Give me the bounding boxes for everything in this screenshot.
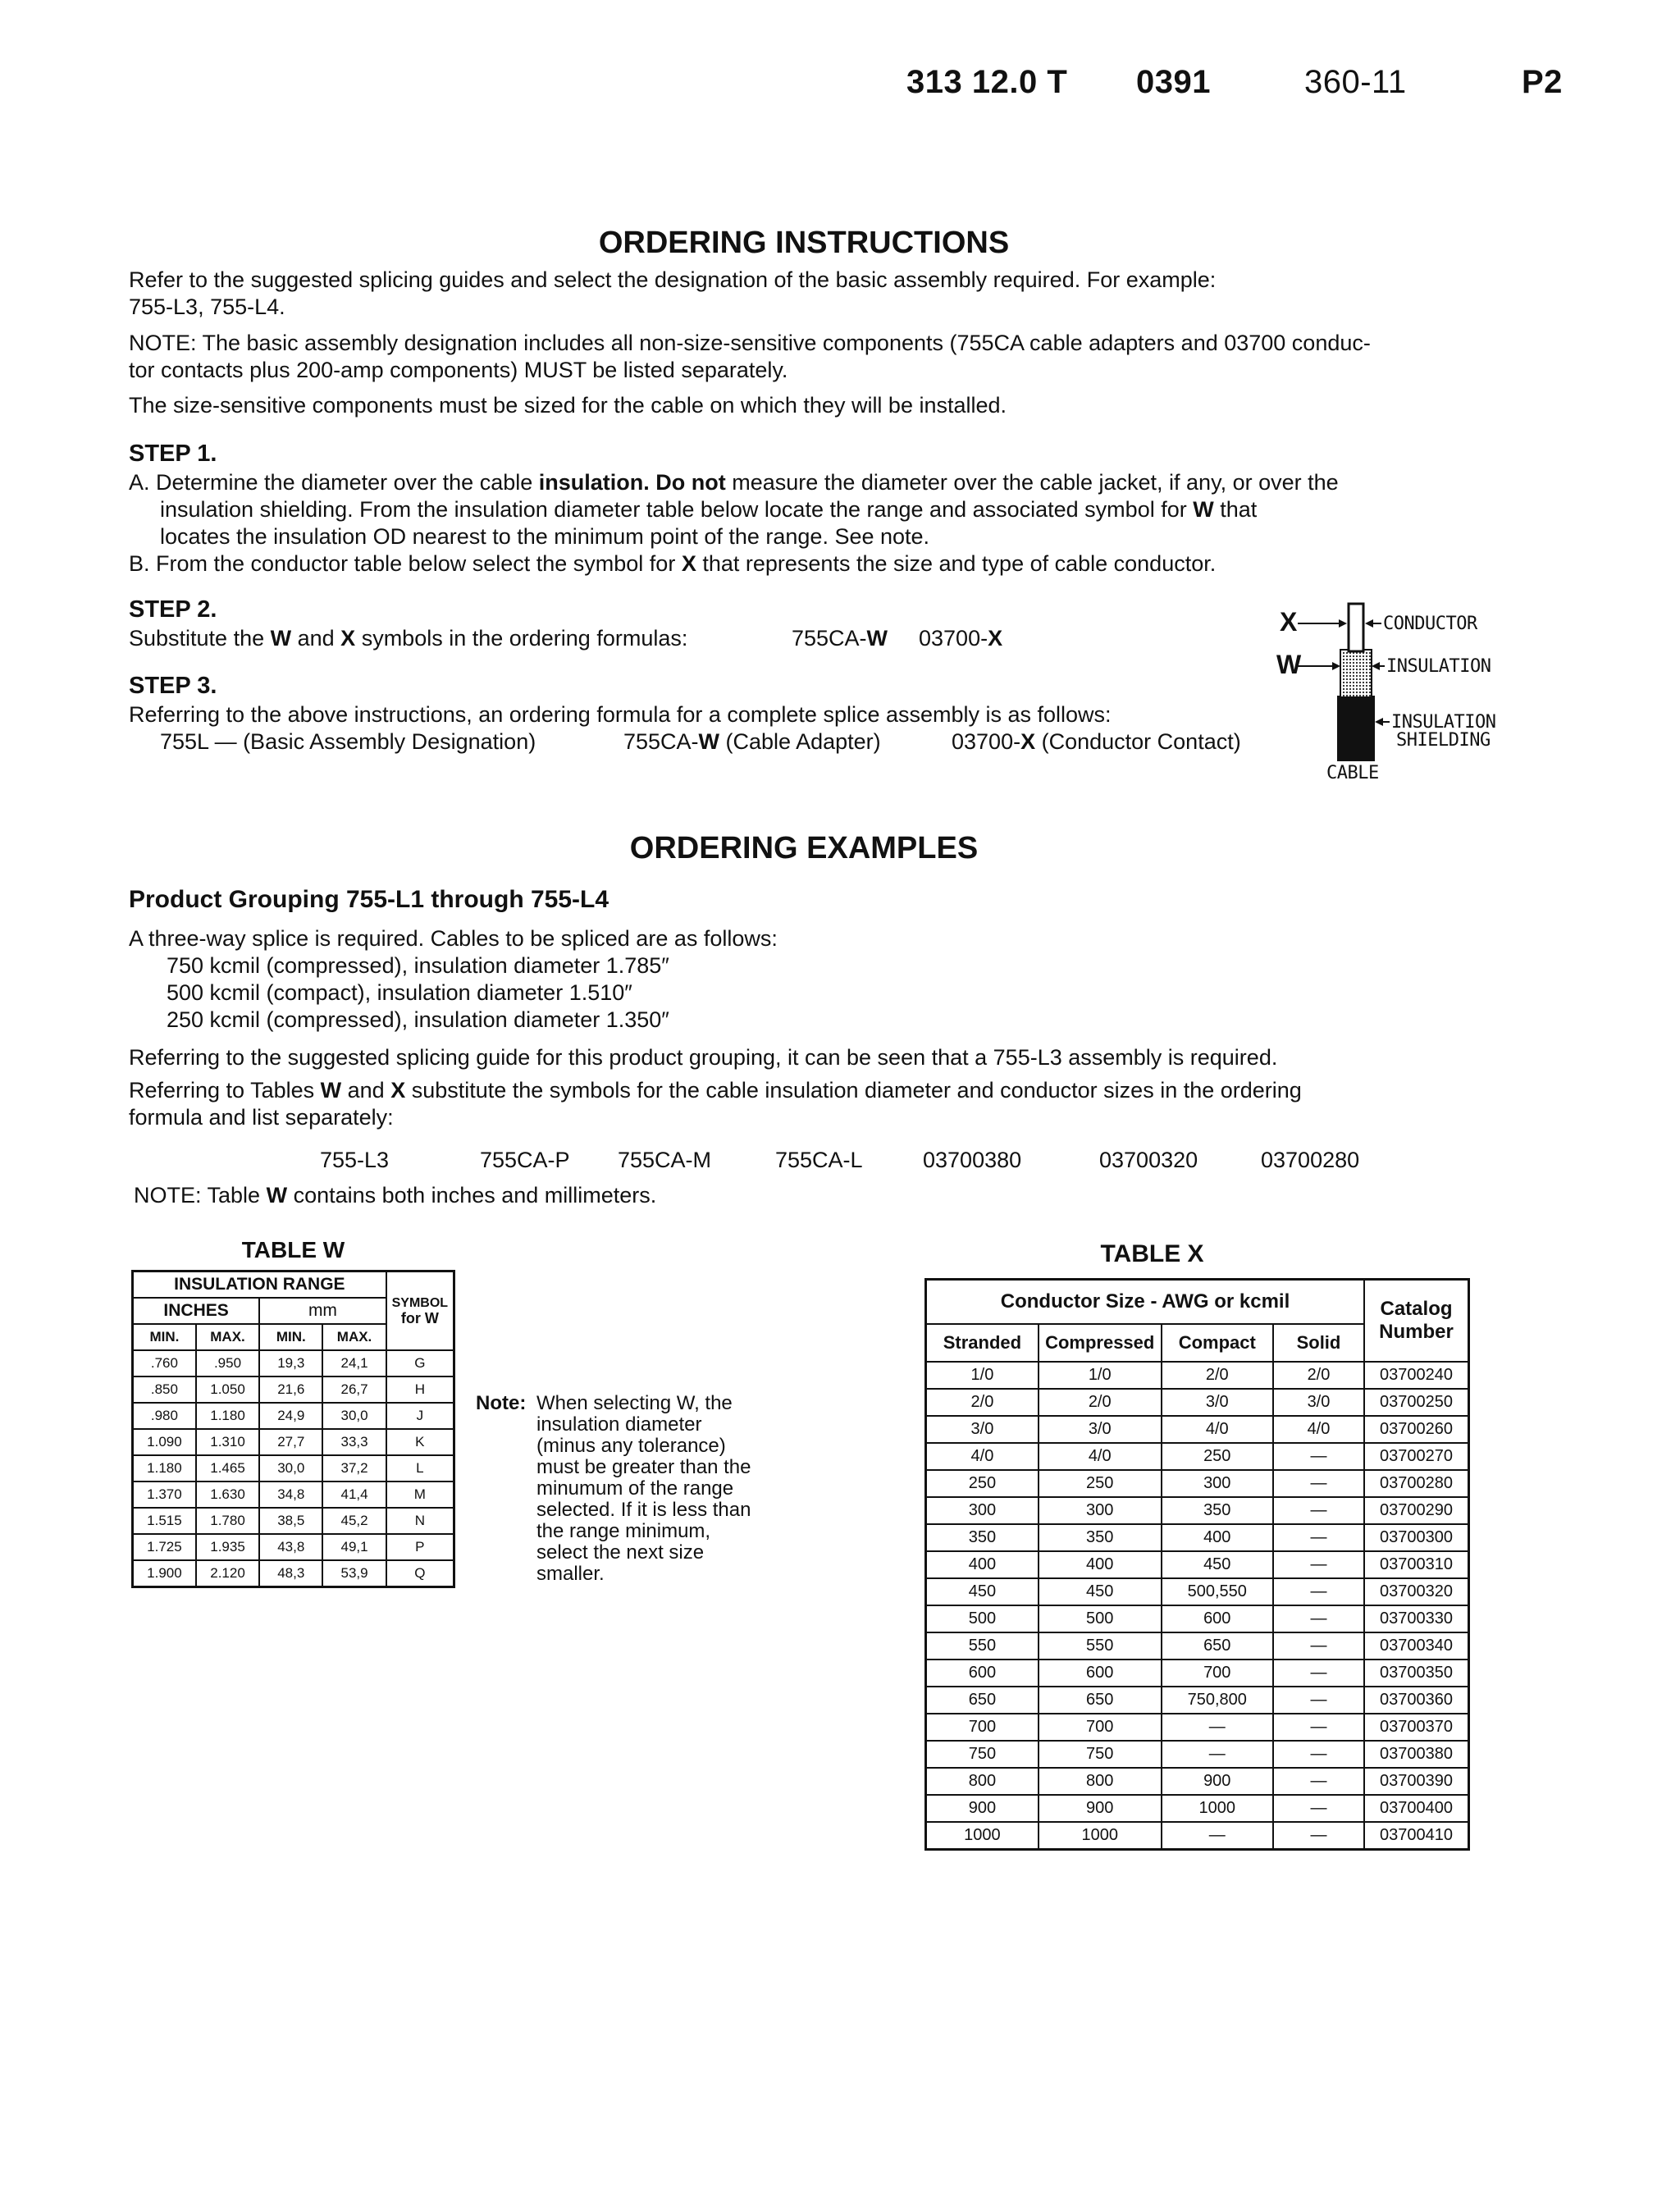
note-line: selected. If it is less than	[536, 1499, 751, 1521]
compressed-cell: 250	[1039, 1470, 1162, 1497]
diagram-shielding-label-2: SHIELDING	[1396, 730, 1491, 751]
table-w-row	[133, 1534, 454, 1560]
text: NOTE: Table	[134, 1183, 267, 1208]
solid-cell: —	[1273, 1795, 1364, 1822]
diagram-insulation-label: INSULATION	[1386, 656, 1491, 677]
compact-cell: 750,800	[1162, 1687, 1273, 1714]
table-w-row	[133, 1560, 454, 1587]
code-755-l3: 755-L3	[320, 1148, 390, 1172]
cable-item: 750 kcmil (compressed), insulation diameter 1.785″	[167, 953, 669, 978]
compact-cell: 500,550	[1162, 1578, 1273, 1605]
note-line: insulation diameter	[536, 1413, 702, 1436]
text: and	[291, 626, 341, 651]
stranded-cell: 700	[926, 1714, 1039, 1741]
table-w-body	[133, 1350, 454, 1587]
doc-number: 313 12.0 T	[906, 64, 1068, 100]
compressed-cell: 600	[1039, 1660, 1162, 1687]
catalog-number-cell: 03700340	[1364, 1632, 1468, 1660]
doc-ref: 360-11	[1304, 64, 1407, 100]
compressed-cell: 750	[1039, 1741, 1162, 1768]
symbol-w: W	[266, 1183, 288, 1208]
compressed-cell: 900	[1039, 1795, 1162, 1822]
table-x-row	[926, 1822, 1469, 1850]
catalog-number-cell: 03700260	[1364, 1416, 1468, 1443]
range-cell: 1.090	[133, 1429, 196, 1455]
range-cell: 38,5	[259, 1508, 322, 1534]
catalog-number-cell: 03700380	[1364, 1741, 1468, 1768]
text: insulation shielding. From the insulation diameter table below locate the range and associated symbol for	[160, 497, 1194, 522]
cable-list	[167, 952, 669, 1034]
compressed-cell: 700	[1039, 1714, 1162, 1741]
cable-item: 500 kcmil (compact), insulation diameter 1.510″	[167, 980, 632, 1005]
symbol-cell: H	[386, 1376, 454, 1403]
header-mm: mm	[259, 1298, 386, 1324]
catalog-number-cell: 03700240	[1364, 1362, 1468, 1389]
compressed-cell: 500	[1039, 1605, 1162, 1632]
symbol-w: W	[1193, 497, 1214, 522]
code-755ca-p: 755CA-P	[480, 1148, 570, 1172]
range-cell: 27,7	[259, 1429, 322, 1455]
table-w-row	[133, 1455, 454, 1482]
p1-line-1: Refer to the suggested splicing guides and select the designation of the basic assembly required. For example:	[129, 267, 1217, 292]
diagram-w-label: W	[1276, 650, 1302, 679]
compact-cell: 700	[1162, 1660, 1273, 1687]
range-cell: 45,2	[322, 1508, 386, 1534]
guide-sentence: Referring to the suggested splicing guide for this product grouping, it can be seen that a 755-L3 assembly is required.	[129, 1045, 1278, 1070]
solid-cell: —	[1273, 1632, 1364, 1660]
compressed-cell: 350	[1039, 1524, 1162, 1551]
p2-line-2: tor contacts plus 200-amp components) MUST be listed separately.	[129, 358, 788, 382]
stranded-cell: 400	[926, 1551, 1039, 1578]
table-x-row	[926, 1470, 1469, 1497]
instructions-paragraph-1	[129, 267, 1216, 321]
header-catalog-number	[1364, 1280, 1468, 1363]
catalog-number-cell: 03700360	[1364, 1687, 1468, 1714]
range-cell: 19,3	[259, 1350, 322, 1376]
header-stranded: Stranded	[926, 1324, 1039, 1362]
compact-cell: 1000	[1162, 1795, 1273, 1822]
table-x-row	[926, 1632, 1469, 1660]
catalog-number-cell: 03700300	[1364, 1524, 1468, 1551]
p2-line-1: NOTE: The basic assembly designation includes all non-size-sensitive components (755CA cable adapters and 03700 conduc-	[129, 331, 1371, 355]
table-x-row	[926, 1687, 1469, 1714]
note-line: When selecting W, the	[536, 1392, 733, 1414]
catalog-number-cell: 03700390	[1364, 1768, 1468, 1795]
header-symbol	[386, 1271, 454, 1351]
header-solid: Solid	[1273, 1324, 1364, 1362]
compact-cell: —	[1162, 1741, 1273, 1768]
table-w-row	[133, 1482, 454, 1508]
range-cell: 24,1	[322, 1350, 386, 1376]
text: 755CA-	[792, 626, 867, 651]
compressed-cell: 300	[1039, 1497, 1162, 1524]
table-x	[924, 1278, 1470, 1851]
step-3-formula-adapter	[623, 728, 881, 756]
instructions-note	[129, 330, 1371, 384]
range-cell: 48,3	[259, 1560, 322, 1587]
range-cell: 21,6	[259, 1376, 322, 1403]
note-line: minumum of the range	[536, 1477, 734, 1500]
step-1-a-line-3: locates the insulation OD nearest to the minimum point of the range. See note.	[160, 524, 930, 549]
stranded-cell: 4/0	[926, 1443, 1039, 1470]
stranded-cell: 600	[926, 1660, 1039, 1687]
tables-line-2: formula and list separately:	[129, 1105, 394, 1130]
table-x-row	[926, 1741, 1469, 1768]
text: Referring to Tables	[129, 1078, 321, 1103]
diagram-shielding-label-1: INSULATION	[1391, 712, 1496, 733]
code-03700320: 03700320	[1099, 1148, 1198, 1172]
code-755ca-l: 755CA-L	[775, 1148, 863, 1172]
stranded-cell: 750	[926, 1741, 1039, 1768]
header-insulation-range: INSULATION RANGE	[133, 1271, 386, 1299]
symbol-cell: G	[386, 1350, 454, 1376]
code-755ca-m: 755CA-M	[618, 1148, 712, 1172]
doc-code: 0391	[1136, 64, 1211, 100]
step-3-formula-contact	[952, 728, 1241, 756]
step-1-body	[129, 469, 1339, 578]
compact-cell: —	[1162, 1822, 1273, 1850]
solid-cell: —	[1273, 1470, 1364, 1497]
solid-cell: —	[1273, 1768, 1364, 1795]
table-w-title: TABLE W	[241, 1237, 345, 1262]
header-max: MAX.	[322, 1324, 386, 1350]
compact-cell: 650	[1162, 1632, 1273, 1660]
symbol-cell: J	[386, 1403, 454, 1429]
table-x-row	[926, 1443, 1469, 1470]
range-cell: 1.310	[196, 1429, 259, 1455]
symbol-w: W	[270, 626, 292, 651]
compressed-cell: 800	[1039, 1768, 1162, 1795]
diagram-conductor-label: CONDUCTOR	[1383, 614, 1477, 634]
table-w-row	[133, 1376, 454, 1403]
range-cell: .850	[133, 1376, 196, 1403]
compact-cell: 350	[1162, 1497, 1273, 1524]
catalog-number-cell: 03700270	[1364, 1443, 1468, 1470]
step-2-formula-adapter	[792, 625, 888, 652]
solid-cell: —	[1273, 1741, 1364, 1768]
table-w-row	[133, 1429, 454, 1455]
solid-cell: —	[1273, 1524, 1364, 1551]
compressed-cell: 1/0	[1039, 1362, 1162, 1389]
stranded-cell: 800	[926, 1768, 1039, 1795]
header-compressed: Compressed	[1039, 1324, 1162, 1362]
stranded-cell: 3/0	[926, 1416, 1039, 1443]
table-x-row	[926, 1605, 1469, 1632]
text: symbols in the ordering formulas:	[355, 626, 688, 651]
compact-cell: 600	[1162, 1605, 1273, 1632]
text: B. From the conductor table below select the symbol for	[129, 551, 682, 576]
solid-cell: 2/0	[1273, 1362, 1364, 1389]
range-cell: .980	[133, 1403, 196, 1429]
compressed-cell: 2/0	[1039, 1389, 1162, 1416]
note-lines	[536, 1393, 799, 1585]
range-cell: 53,9	[322, 1560, 386, 1587]
solid-cell: 4/0	[1273, 1416, 1364, 1443]
header-catalog-line-1: Catalog	[1380, 1298, 1453, 1320]
insulation-layer	[1340, 650, 1372, 697]
range-cell: 26,7	[322, 1376, 386, 1403]
symbol-w: W	[698, 729, 720, 754]
table-w-row	[133, 1508, 454, 1534]
table-x-row	[926, 1362, 1469, 1389]
solid-cell: —	[1273, 1497, 1364, 1524]
step-3-formula-basic: 755L — (Basic Assembly Designation)	[160, 729, 536, 754]
table-x-title: TABLE X	[1100, 1240, 1204, 1267]
stranded-cell: 550	[926, 1632, 1039, 1660]
symbol-cell: N	[386, 1508, 454, 1534]
compact-cell: 300	[1162, 1470, 1273, 1497]
catalog-number-cell: 03700330	[1364, 1605, 1468, 1632]
compressed-cell: 650	[1039, 1687, 1162, 1714]
catalog-number-cell: 03700310	[1364, 1551, 1468, 1578]
compact-cell: 900	[1162, 1768, 1273, 1795]
text: and	[341, 1078, 391, 1103]
product-grouping-heading: Product Grouping 755-L1 through 755-L4	[129, 886, 609, 913]
step-2-body	[129, 625, 687, 652]
range-cell: 1.050	[196, 1376, 259, 1403]
code-03700280: 03700280	[1261, 1148, 1360, 1172]
solid-cell: —	[1273, 1822, 1364, 1850]
stranded-cell: 450	[926, 1578, 1039, 1605]
compact-cell: 400	[1162, 1524, 1273, 1551]
range-cell: 1.180	[196, 1403, 259, 1429]
header-compact: Compact	[1162, 1324, 1273, 1362]
stranded-cell: 650	[926, 1687, 1039, 1714]
table-x-row	[926, 1524, 1469, 1551]
header-max: MAX.	[196, 1324, 259, 1350]
compressed-cell: 550	[1039, 1632, 1162, 1660]
page-number: P2	[1522, 64, 1563, 100]
symbol-cell: K	[386, 1429, 454, 1455]
text: that	[1213, 497, 1258, 522]
table-w	[131, 1270, 455, 1588]
stranded-cell: 900	[926, 1795, 1039, 1822]
note-line: select the next size	[536, 1541, 705, 1564]
text: 03700-	[952, 729, 1021, 754]
solid-cell: —	[1273, 1660, 1364, 1687]
compact-cell: 250	[1162, 1443, 1273, 1470]
table-x-row	[926, 1389, 1469, 1416]
step-1-a-line-2	[129, 496, 1339, 523]
compact-cell: —	[1162, 1714, 1273, 1741]
range-cell: 1.515	[133, 1508, 196, 1534]
note-line: must be greater than the	[536, 1456, 751, 1478]
range-cell: 30,0	[322, 1403, 386, 1429]
shielding-layer	[1337, 696, 1375, 761]
solid-cell: —	[1273, 1443, 1364, 1470]
catalog-number-cell: 03700250	[1364, 1389, 1468, 1416]
symbol-cell: P	[386, 1534, 454, 1560]
step-3-line-1: Referring to the above instructions, an ordering formula for a complete splice assembly is as follows:	[129, 702, 1112, 727]
table-x-row	[926, 1795, 1469, 1822]
compressed-cell: 3/0	[1039, 1416, 1162, 1443]
symbol-x: X	[681, 551, 696, 576]
table-x-row	[926, 1551, 1469, 1578]
header-symbol-line-1: SYMBOL	[391, 1296, 449, 1310]
range-cell: 1.630	[196, 1482, 259, 1508]
text: (Conductor Contact)	[1035, 729, 1241, 754]
range-cell: 24,9	[259, 1403, 322, 1429]
code-03700380: 03700380	[923, 1148, 1022, 1172]
compressed-cell: 4/0	[1039, 1443, 1162, 1470]
cable-item: 250 kcmil (compressed), insulation diameter 1.350″	[167, 1007, 669, 1032]
ordering-instructions-title: ORDERING INSTRUCTIONS	[598, 226, 1010, 260]
step-1-title: STEP 1.	[129, 441, 217, 467]
diagram-x-label: X	[1280, 607, 1298, 637]
catalog-number-cell: 03700320	[1364, 1578, 1468, 1605]
text: 03700-	[919, 626, 988, 651]
table-x-header-row	[926, 1280, 1469, 1325]
symbol-w: W	[866, 626, 888, 651]
solid-cell: —	[1273, 1687, 1364, 1714]
text: 755CA-	[623, 729, 699, 754]
emphasis-do-not: Do not	[655, 470, 726, 495]
note-line: the range minimum,	[536, 1520, 711, 1542]
stranded-cell: 2/0	[926, 1389, 1039, 1416]
range-cell: 1.465	[196, 1455, 259, 1482]
header-min: MIN.	[259, 1324, 322, 1350]
symbol-x: X	[1020, 729, 1036, 754]
compact-cell: 4/0	[1162, 1416, 1273, 1443]
text: that represents the size and type of cable conductor.	[696, 551, 1217, 576]
table-x-row	[926, 1660, 1469, 1687]
symbol-w: W	[320, 1078, 342, 1103]
solid-cell: —	[1273, 1578, 1364, 1605]
table-w-header-row	[133, 1271, 454, 1299]
tables-line-1	[129, 1077, 1302, 1104]
p1-line-2: 755-L3, 755-L4.	[129, 294, 285, 319]
solid-cell: —	[1273, 1714, 1364, 1741]
table-w-note	[134, 1182, 656, 1209]
text: contains both inches and millimeters.	[287, 1183, 657, 1208]
table-x-row	[926, 1714, 1469, 1741]
range-cell: 1.780	[196, 1508, 259, 1534]
range-cell: 49,1	[322, 1534, 386, 1560]
diagram-cable-label: CABLE	[1326, 763, 1379, 783]
cable-diagram	[1276, 599, 1509, 788]
compact-cell: 2/0	[1162, 1362, 1273, 1389]
table-x-body	[926, 1362, 1469, 1850]
compact-cell: 450	[1162, 1551, 1273, 1578]
stranded-cell: 300	[926, 1497, 1039, 1524]
note-line: (minus any tolerance)	[536, 1435, 726, 1457]
symbol-x: X	[340, 626, 356, 651]
range-cell: 43,8	[259, 1534, 322, 1560]
note-line: smaller.	[536, 1563, 605, 1585]
catalog-number-cell: 03700350	[1364, 1660, 1468, 1687]
stranded-cell: 250	[926, 1470, 1039, 1497]
table-x-row	[926, 1578, 1469, 1605]
catalog-number-cell: 03700410	[1364, 1822, 1468, 1850]
header-catalog-line-2: Number	[1379, 1321, 1454, 1343]
note-label: Note:	[476, 1392, 527, 1414]
step-2-title: STEP 2.	[129, 596, 217, 623]
step-2-formula-contact	[919, 625, 1002, 652]
catalog-number-cell: 03700290	[1364, 1497, 1468, 1524]
compressed-cell: 400	[1039, 1551, 1162, 1578]
symbol-cell: L	[386, 1455, 454, 1482]
table-x-row	[926, 1497, 1469, 1524]
range-cell: .950	[196, 1350, 259, 1376]
symbol-x: X	[988, 626, 1003, 651]
symbol-cell: M	[386, 1482, 454, 1508]
table-x-row	[926, 1416, 1469, 1443]
instructions-paragraph-3: The size-sensitive components must be sized for the cable on which they will be installed.	[129, 393, 1007, 418]
compressed-cell: 450	[1039, 1578, 1162, 1605]
step-3-title: STEP 3.	[129, 673, 217, 699]
ordering-examples-title: ORDERING EXAMPLES	[629, 831, 979, 865]
text: (Cable Adapter)	[719, 729, 881, 754]
table-x-row	[926, 1768, 1469, 1795]
header-symbol-line-2: for W	[400, 1310, 439, 1326]
compressed-cell: 1000	[1039, 1822, 1162, 1850]
range-cell: 1.725	[133, 1534, 196, 1560]
range-cell: 1.900	[133, 1560, 196, 1587]
stranded-cell: 500	[926, 1605, 1039, 1632]
header-conductor-size: Conductor Size - AWG or kcmil	[926, 1280, 1365, 1325]
text: Substitute the	[129, 626, 271, 651]
range-cell: 33,3	[322, 1429, 386, 1455]
range-cell: 1.935	[196, 1534, 259, 1560]
solid-cell: 3/0	[1273, 1389, 1364, 1416]
range-cell: 2.120	[196, 1560, 259, 1587]
tables-sentence	[129, 1077, 1302, 1131]
symbol-x: X	[390, 1078, 406, 1103]
stranded-cell: 350	[926, 1524, 1039, 1551]
header-min: MIN.	[133, 1324, 196, 1350]
range-cell: 41,4	[322, 1482, 386, 1508]
text: measure the diameter over the cable jacket, if any, or over the	[725, 470, 1339, 495]
range-cell: 30,0	[259, 1455, 322, 1482]
text: substitute the symbols for the cable insulation diameter and conductor sizes in the ordering	[405, 1078, 1302, 1103]
range-cell: 34,8	[259, 1482, 322, 1508]
stranded-cell: 1000	[926, 1822, 1039, 1850]
range-cell: .760	[133, 1350, 196, 1376]
symbol-cell: Q	[386, 1560, 454, 1587]
table-w-row	[133, 1350, 454, 1376]
catalog-number-cell: 03700370	[1364, 1714, 1468, 1741]
step-1-a-line-1	[129, 469, 1339, 496]
solid-cell: —	[1273, 1605, 1364, 1632]
compact-cell: 3/0	[1162, 1389, 1273, 1416]
solid-cell: —	[1273, 1551, 1364, 1578]
text: A. Determine the diameter over the cable	[129, 470, 539, 495]
header-inches: INCHES	[133, 1298, 260, 1324]
conductor-core	[1349, 604, 1363, 651]
emphasis-insulation: insulation.	[538, 470, 650, 495]
range-cell: 1.180	[133, 1455, 196, 1482]
step-1-b	[129, 550, 1339, 578]
examples-intro: A three-way splice is required. Cables to be spliced are as follows:	[129, 926, 778, 951]
catalog-number-cell: 03700280	[1364, 1470, 1468, 1497]
stranded-cell: 1/0	[926, 1362, 1039, 1389]
range-cell: 37,2	[322, 1455, 386, 1482]
catalog-number-cell: 03700400	[1364, 1795, 1468, 1822]
table-w-row	[133, 1403, 454, 1429]
range-cell: 1.370	[133, 1482, 196, 1508]
